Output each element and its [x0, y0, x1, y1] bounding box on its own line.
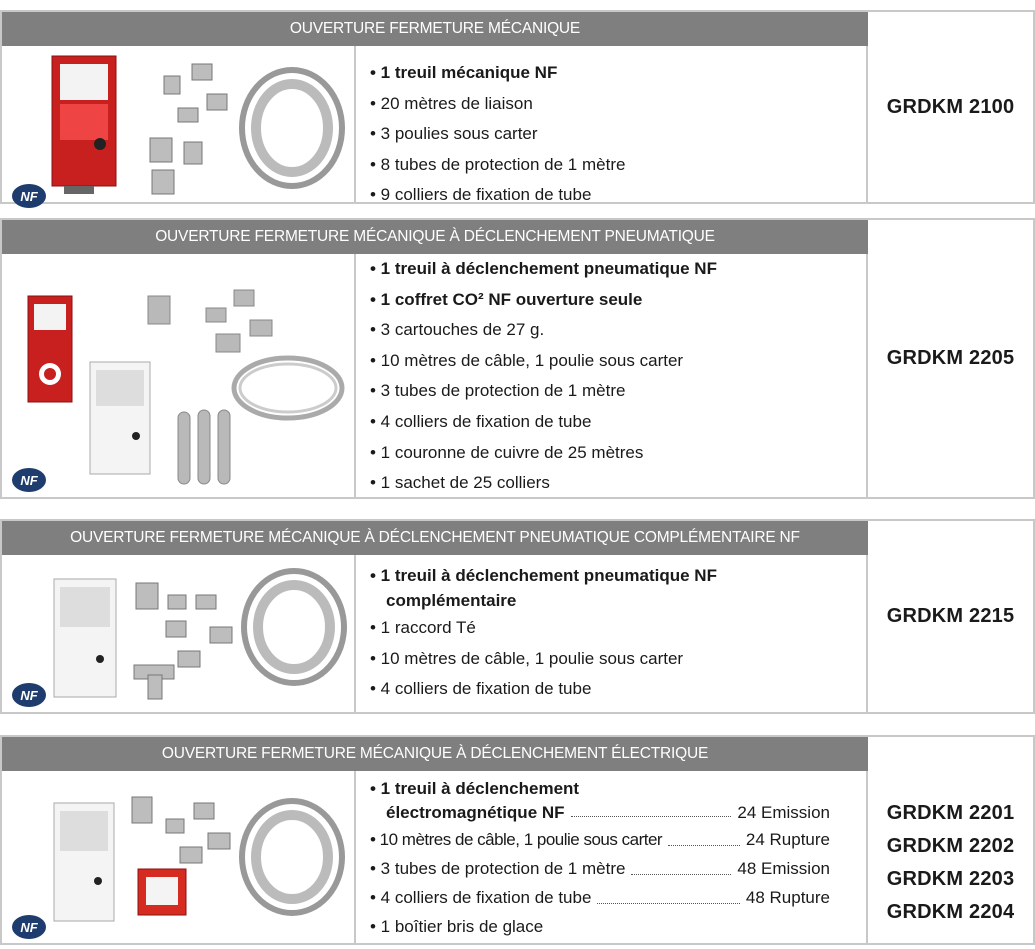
- section-header: OUVERTURE FERMETURE MÉCANIQUE: [2, 12, 868, 46]
- item-text: • 10 mètres de câble, 1 poulie sous carter: [370, 830, 663, 849]
- leader-dots: [631, 874, 731, 875]
- list-item: • 1 raccord Té: [370, 618, 476, 637]
- list-item: • 1 coffret CO² NF ouverture seule: [370, 289, 643, 309]
- option-label: 24 Emission: [737, 803, 830, 822]
- component-list: [358, 555, 866, 712]
- product-block-pneumatique-complementaire: [0, 519, 1035, 714]
- product-block-mecanique: [0, 10, 1035, 204]
- list-item: • 1 boîtier bris de glace: [370, 917, 544, 936]
- option-label: 48 Rupture: [745, 888, 830, 907]
- product-illustration: [2, 254, 354, 497]
- section-header: OUVERTURE FERMETURE MÉCANIQUE À DÉCLENCHEMENT PNEUMATIQUE: [2, 220, 868, 254]
- list-item: • 9 colliers de fixation de tube: [370, 185, 592, 205]
- product-reference: GRDKM 2201: [886, 802, 1015, 824]
- product-reference: GRDKM 2205: [886, 347, 1015, 369]
- list-item: [370, 777, 830, 801]
- list-item: • 1 treuil mécanique NF: [370, 63, 558, 82]
- list-item: • 4 colliers de fixation de tube: [370, 679, 592, 699]
- product-image: [2, 771, 356, 943]
- component-list: [358, 46, 866, 205]
- component-list: [358, 771, 830, 943]
- list-item: [370, 883, 830, 912]
- list-item: complémentaire: [386, 591, 517, 610]
- list-item: • 20 mètres de liaison: [370, 93, 533, 113]
- nf-certification-icon: NF: [12, 683, 46, 707]
- list-item: • 8 tubes de protection de 1 mètre: [370, 154, 626, 174]
- product-panel: [0, 519, 868, 714]
- item-text: • 1 treuil à déclenchement: [370, 779, 580, 798]
- section-header: OUVERTURE FERMETURE MÉCANIQUE À DÉCLENCHEMENT PNEUMATIQUE COMPLÉMENTAIRE NF: [2, 521, 868, 555]
- product-illustration: [2, 771, 354, 943]
- product-reference: GRDKM 2203: [886, 868, 1015, 890]
- product-reference: GRDKM 2204: [886, 901, 1015, 923]
- reference-panel: [868, 735, 1035, 945]
- component-list: [358, 254, 866, 497]
- item-text: • 3 tubes de protection de 1 mètre: [370, 859, 626, 878]
- list-item: • 3 tubes de protection de 1 mètre: [370, 381, 626, 401]
- nf-certification-icon: NF: [12, 184, 46, 208]
- product-panel: [0, 218, 868, 499]
- option-label: 48 Emission: [737, 859, 830, 878]
- option-label: 24 Rupture: [745, 830, 830, 849]
- section-header: OUVERTURE FERMETURE MÉCANIQUE À DÉCLENCHEMENT ÉLECTRIQUE: [2, 737, 868, 771]
- product-reference: GRDKM 2100: [886, 95, 1015, 118]
- list-item: • 1 couronne de cuivre de 25 mètres: [370, 442, 644, 462]
- reference-panel: [868, 10, 1035, 204]
- list-item: [370, 801, 830, 825]
- list-item: • 1 sachet de 25 colliers: [370, 473, 550, 493]
- list-item: • 10 mètres de câble, 1 poulie sous carter: [370, 350, 684, 370]
- list-item: • 1 treuil à déclenchement pneumatique NF: [370, 566, 717, 585]
- leader-dots: [668, 845, 740, 846]
- product-image: [2, 254, 356, 497]
- item-text: • 4 colliers de fixation de tube: [370, 888, 592, 907]
- list-item: • 3 cartouches de 27 g.: [370, 320, 545, 340]
- nf-certification-icon: NF: [12, 915, 46, 939]
- product-panel: [0, 735, 868, 945]
- reference-panel: [868, 519, 1035, 714]
- list-item: [370, 825, 830, 854]
- list-item: • 10 mètres de câble, 1 poulie sous carter: [370, 648, 684, 668]
- item-text: électromagnétique NF: [386, 803, 565, 822]
- product-illustration: [2, 46, 354, 202]
- leader-dots: [571, 816, 732, 817]
- list-item: • 4 colliers de fixation de tube: [370, 411, 592, 431]
- product-reference: GRDKM 2215: [886, 605, 1015, 627]
- product-image: [2, 555, 356, 712]
- product-block-electrique: [0, 735, 1035, 945]
- product-illustration: [2, 555, 354, 712]
- list-item: [370, 854, 830, 883]
- list-item: • 1 treuil à déclenchement pneumatique NF: [370, 259, 717, 278]
- product-reference: GRDKM 2202: [886, 835, 1015, 857]
- product-block-pneumatique: [0, 218, 1035, 499]
- product-panel: [0, 10, 868, 204]
- list-item: • 3 poulies sous carter: [370, 124, 538, 144]
- product-image: [2, 46, 356, 202]
- leader-dots: [597, 903, 739, 904]
- nf-certification-icon: NF: [12, 468, 46, 492]
- reference-panel: [868, 218, 1035, 499]
